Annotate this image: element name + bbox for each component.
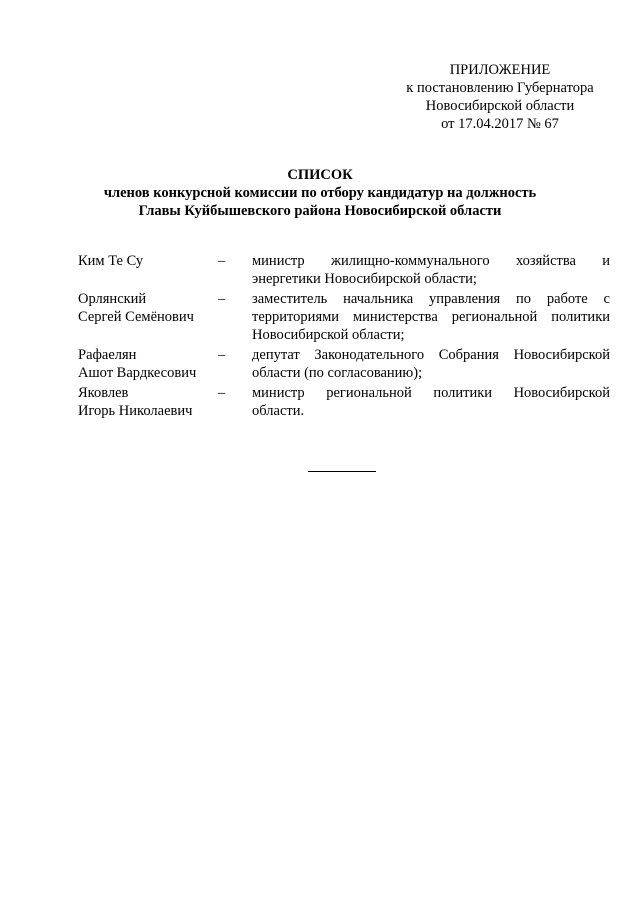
member-surname: Орлянский <box>78 291 147 307</box>
member-name <box>78 384 218 420</box>
member-given-names: Сергей Семёнович <box>78 309 194 325</box>
member-role-line: министр региональной политики Новосибирской <box>252 385 610 401</box>
title-subtitle-line2: Главы Куйбышевского района Новосибирской области <box>138 203 502 219</box>
dash-separator: – <box>218 291 226 307</box>
member-role-line: области (по согласованию); <box>252 365 423 381</box>
member-list <box>78 252 610 422</box>
list-item <box>78 252 610 288</box>
list-item <box>78 290 610 344</box>
member-role-line: заместитель начальника управления по работе с <box>252 291 610 307</box>
dash-separator: – <box>218 253 226 269</box>
title-heading: СПИСОК <box>287 167 353 183</box>
dash-separator: – <box>218 385 226 401</box>
member-name <box>78 346 218 382</box>
member-given-names: Игорь Николаевич <box>78 403 193 419</box>
member-surname: Яковлев <box>78 385 129 401</box>
member-role-line: территориями министерства региональной политики <box>252 309 610 325</box>
appendix-region: Новосибирской области <box>425 98 575 114</box>
member-role-line: Новосибирской области; <box>252 327 405 343</box>
end-divider <box>308 471 376 472</box>
appendix-date-number: от 17.04.2017 № 67 <box>441 116 559 132</box>
appendix-label: ПРИЛОЖЕНИЕ <box>449 62 551 78</box>
member-surname: Ким Те Су <box>78 253 144 269</box>
member-name <box>78 290 218 344</box>
member-role <box>252 384 610 420</box>
member-given-names: Ашот Вардкесович <box>78 365 197 381</box>
appendix-header <box>390 61 610 133</box>
member-surname: Рафаелян <box>78 347 137 363</box>
member-name <box>78 252 218 288</box>
document-title <box>0 166 640 220</box>
member-role <box>252 346 610 382</box>
member-role <box>252 252 610 288</box>
title-subtitle-line1: членов конкурсной комиссии по отбору кандидатур на должность <box>103 185 537 201</box>
appendix-reference: к постановлению Губернатора <box>406 80 594 96</box>
list-item <box>78 346 610 382</box>
member-role-line: депутат Законодательного Собрания Новосибирской <box>252 347 610 363</box>
member-role-line: министр жилищно-коммунального хозяйства и <box>252 253 610 269</box>
member-role-line: области. <box>252 403 305 419</box>
member-role <box>252 290 610 344</box>
dash-separator: – <box>218 347 226 363</box>
list-item <box>78 384 610 420</box>
member-role-line: энергетики Новосибирской области; <box>252 271 477 287</box>
